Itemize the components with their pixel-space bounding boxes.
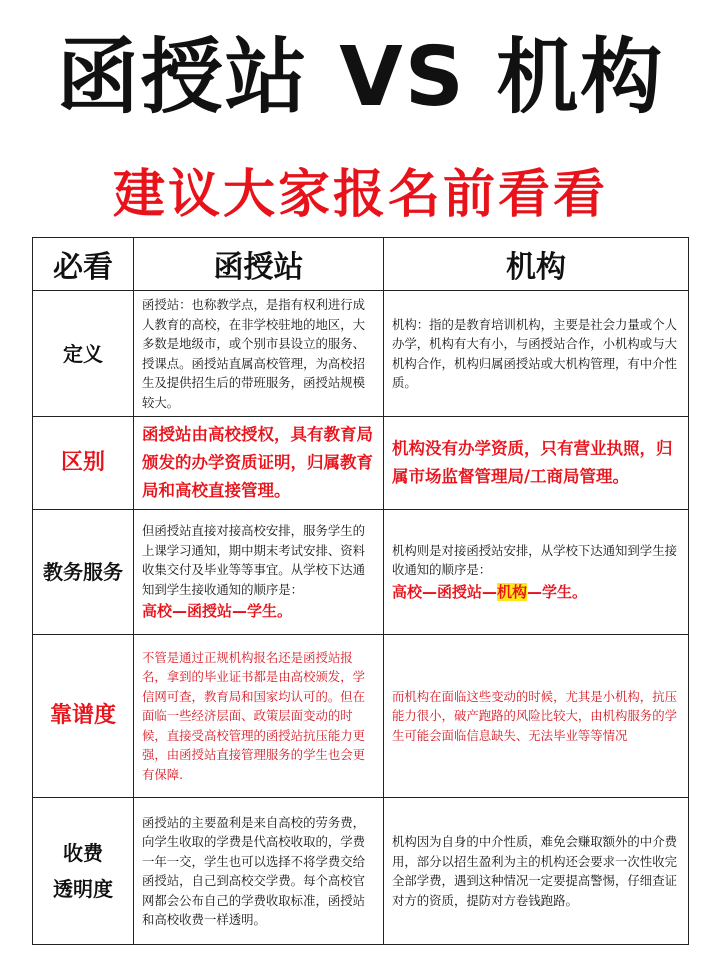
- station-fee-cell: 函授站的主要盈利是来自高校的劳务费，向学生收取的学费是代高校收取的，学费一年一交，学生也可以选择不将学费交给函授站，自己到高校交学费。每个高校官网都会公布自己的学费收取标准，函授站和高校收费一样透明。: [134, 798, 384, 945]
- agency-academic-service-text: 机构则是对接函授站安排，从学校下达通知到学生接收通知的顺序是：: [392, 542, 677, 577]
- agency-flow-end: —学生。: [527, 582, 588, 601]
- page-title: 函授站 VS 机构: [56, 30, 665, 125]
- agency-academic-service-cell: [384, 510, 689, 635]
- agency-flow-highlight: 机构: [497, 582, 528, 601]
- table-row-difference: [33, 417, 689, 510]
- table-header-row: [33, 238, 689, 291]
- station-notification-flow: 高校—函授站—学生。: [142, 602, 293, 620]
- row-label-fee-line2: 透明度: [53, 877, 113, 901]
- table-row-academic-service: [33, 510, 689, 635]
- header-must-see: 必看: [33, 238, 134, 291]
- station-reliability-cell: 不管是通过正规机构报名还是函授站报名，拿到的毕业证书都是由高校颁发，学信网可查，教育局和国家均认可的。但在面临一些经济层面、政策层面变动的时候，直接受高校管理的函授站抗压能力更强，由函授站直接管理服务的学生也会更有保障.: [134, 635, 384, 798]
- agency-definition-cell: 机构：指的是教育培训机构，主要是社会力量或个人办学，机构有大有小，与函授站合作，小机构或与大机构合作，机构归属函授站或大机构管理，有中介性质。: [384, 291, 689, 417]
- agency-flow-start: 高校—函授站—: [392, 582, 498, 601]
- agency-difference-cell: 机构没有办学资质，只有营业执照，归属市场监督管理局/工商局管理。: [384, 417, 689, 510]
- agency-notification-flow: [392, 580, 680, 604]
- table-row-definition: [33, 291, 689, 417]
- row-label-fee-line1: 收费: [63, 841, 103, 865]
- row-label-difference: 区别: [33, 417, 134, 510]
- station-difference-cell: 函授站由高校授权，具有教育局颁发的办学资质证明，归属教育局和高校直接管理。: [134, 417, 384, 510]
- agency-fee-cell: 机构因为自身的中介性质，难免会赚取额外的中介费用，部分以招生盈利为主的机构还会要求一次性收完全部学费，遇到这种情况一定要提高警惕，仔细查证对方的资质，提防对方卷钱跑路。: [384, 798, 689, 945]
- station-academic-service-text: 但函授站直接对接高校安排，服务学生的上课学习通知，期中期末考试安排、资料收集交付及毕业等等事宜。从学校下达通知到学生接收通知的顺序是：: [142, 523, 366, 597]
- table-row-fee-transparency: [33, 798, 689, 945]
- row-label-fee-transparency: [33, 798, 134, 945]
- row-label-definition: 定义: [33, 291, 134, 417]
- station-definition-cell: 函授站：也称教学点，是指有权利进行成人教育的高校，在非学校驻地的地区，大多数是地级市，或个别市县设立的服务、授课点。函授站直属高校管理，为高校招生及提供招生后的带班服务，函授站规模较大。: [134, 291, 384, 417]
- agency-reliability-cell: 而机构在面临这些变动的时候，尤其是小机构，抗压能力很小，破产跑路的风险比较大，由机构服务的学生可能会面临信息缺失、无法毕业等等情况: [384, 635, 689, 798]
- table-row-reliability: [33, 635, 689, 798]
- row-label-reliability: 靠谱度: [33, 635, 134, 798]
- comparison-table: [32, 237, 689, 945]
- row-label-academic-service: 教务服务: [33, 510, 134, 635]
- header-agency: 机构: [384, 238, 689, 291]
- station-academic-service-cell: [134, 510, 384, 635]
- page-subtitle: 建议大家报名前看看: [112, 165, 608, 225]
- header-station: 函授站: [134, 238, 384, 291]
